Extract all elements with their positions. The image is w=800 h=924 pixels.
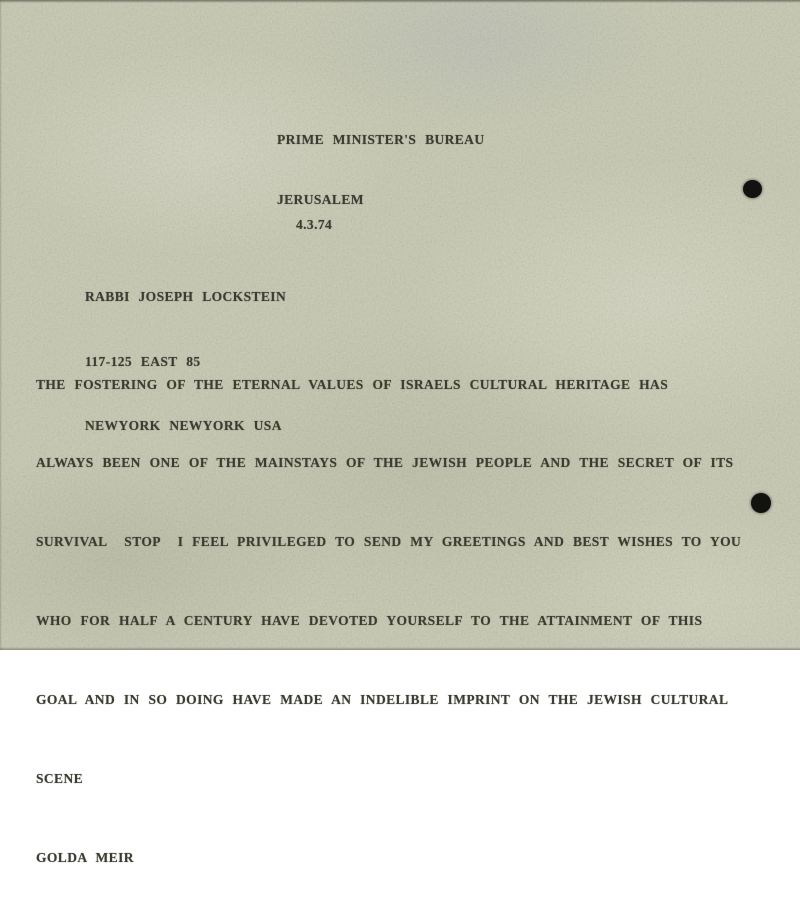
letterhead-bureau: PRIME MINISTER'S BUREAU (277, 132, 485, 147)
signature-line: GOLDA MEIR (36, 849, 134, 865)
body-line: WHO FOR HALF A CENTURY HAVE DEVOTED YOURSELF TO THE ATTAINMENT OF THIS (36, 613, 703, 629)
telegram-body (36, 319, 741, 924)
date-line: 4.3.74 (296, 217, 333, 232)
punch-hole-top (743, 180, 762, 198)
body-line: THE FOSTERING OF THE ETERNAL VALUES OF ISRAELS CULTURAL HERITAGE HAS (36, 376, 669, 392)
letterhead-city: JERUSALEM (277, 192, 364, 207)
body-line: SCENE (36, 771, 84, 787)
recipient-street: 117-125 EAST 85 (85, 353, 201, 369)
scan-edge-left (0, 0, 2, 650)
body-line: ALWAYS BEEN ONE OF THE MAINSTAYS OF THE JEWISH PEOPLE AND THE SECRET OF ITS (36, 455, 734, 471)
recipient-name: RABBI JOSEPH LOCKSTEIN (85, 289, 287, 304)
body-line: SURVIVAL STOP I FEEL PRIVILEGED TO SEND MY GREETINGS AND BEST WISHES TO YOU (36, 534, 742, 550)
body-line: GOAL AND IN SO DOING HAVE MADE AN INDELIBLE IMPRINT ON THE JEWISH CULTURAL (36, 692, 729, 708)
recipient-city: NEWYORK NEWYORK USA (85, 418, 282, 433)
scan-edge-top (0, 0, 800, 3)
punch-hole-bottom (751, 493, 771, 513)
